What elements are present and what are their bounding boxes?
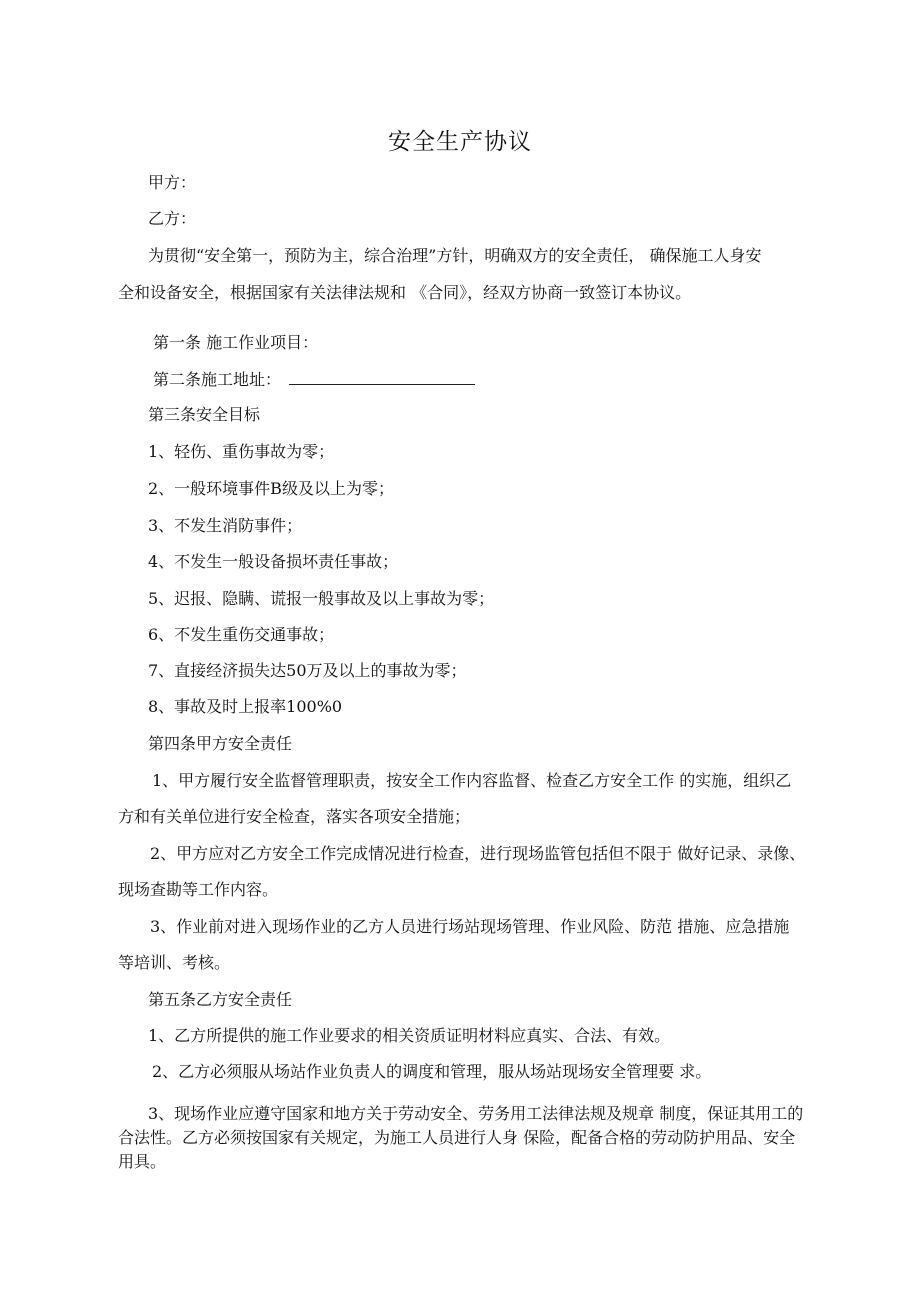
preamble-line-2: 全和设备安全，根据国家有关法律法规和 《合同》，经双方协商一致签订本协议。 [118,283,692,302]
goal-item: 1、轻伤、重伤事故为零； [148,442,335,461]
address-blank-line [289,369,475,385]
goal-item: 6、不发生重伤交通事故； [148,625,335,644]
goal-item: 3、不发生消防事件； [148,516,303,535]
party-b-label: 乙方： [148,209,197,228]
party-a-label: 甲方： [148,173,197,192]
article-4-item-2-line-2: 现场查勘等工作内容。 [118,880,279,899]
article-2-row [153,369,475,390]
article-4-heading: 第四条甲方安全责任 [148,734,293,753]
article-4-item-1-line-1: 1、甲方履行安全监督管理职责，按安全工作内容监督、检查乙方安全工作 的实施，组织乙 [152,771,792,790]
article-5-item-1: 1、乙方所提供的施工作业要求的相关资质证明材料应真实、合法、有效。 [148,1026,671,1045]
goal-item: 7、直接经济损失达50万及以上的事故为零； [148,661,467,680]
article-4-item-1-line-2: 方和有关单位进行安全检查，落实各项安全措施； [118,807,471,826]
preamble-line-1: 为贯彻“安全第一，预防为主，综合治理”方针，明确双方的安全责任， 确保施工人身安 [148,246,762,265]
article-4-item-3-line-2: 等培训、考核。 [118,953,231,972]
article-5-item-3: 3、现场作业应遵守国家和地方关于劳动安全、劳务用工法律法规及规章 制度，保证其用工的合法性。乙方必须按国家有关规定，为施工人员进行人身 保险，配备合格的劳动防护用品、安全用具。 [118,1104,804,1171]
article-3-heading: 第三条安全目标 [148,405,261,424]
document-title: 安全生产协议 [388,129,532,155]
goal-item: 2、一般环境事件B级及以上为零； [148,479,394,498]
article-2-heading: 第二条施工地址： [153,370,282,389]
article-5-heading: 第五条乙方安全责任 [148,990,293,1009]
goal-item: 5、迟报、隐瞒、谎报一般事故及以上事故为零； [148,589,495,608]
article-4-item-2-line-1: 2、甲方应对乙方安全工作完成情况进行检查，进行现场监管包括但不限于 做好记录、录像、 [150,844,806,863]
article-4-item-3-line-1: 3、作业前对进入现场作业的乙方人员进行场站现场管理、作业风险、防范 措施、应急措施 [150,917,790,936]
article-5-item-2: 2、乙方必须服从场站作业负责人的调度和管理，服从场站现场安全管理要 求。 [152,1062,712,1081]
goal-item: 8、事故及时上报率100%0 [148,697,343,716]
goal-item: 4、不发生一般设备损坏责任事故； [148,552,399,571]
article-1-heading: 第一条 施工作业项目： [153,333,319,352]
